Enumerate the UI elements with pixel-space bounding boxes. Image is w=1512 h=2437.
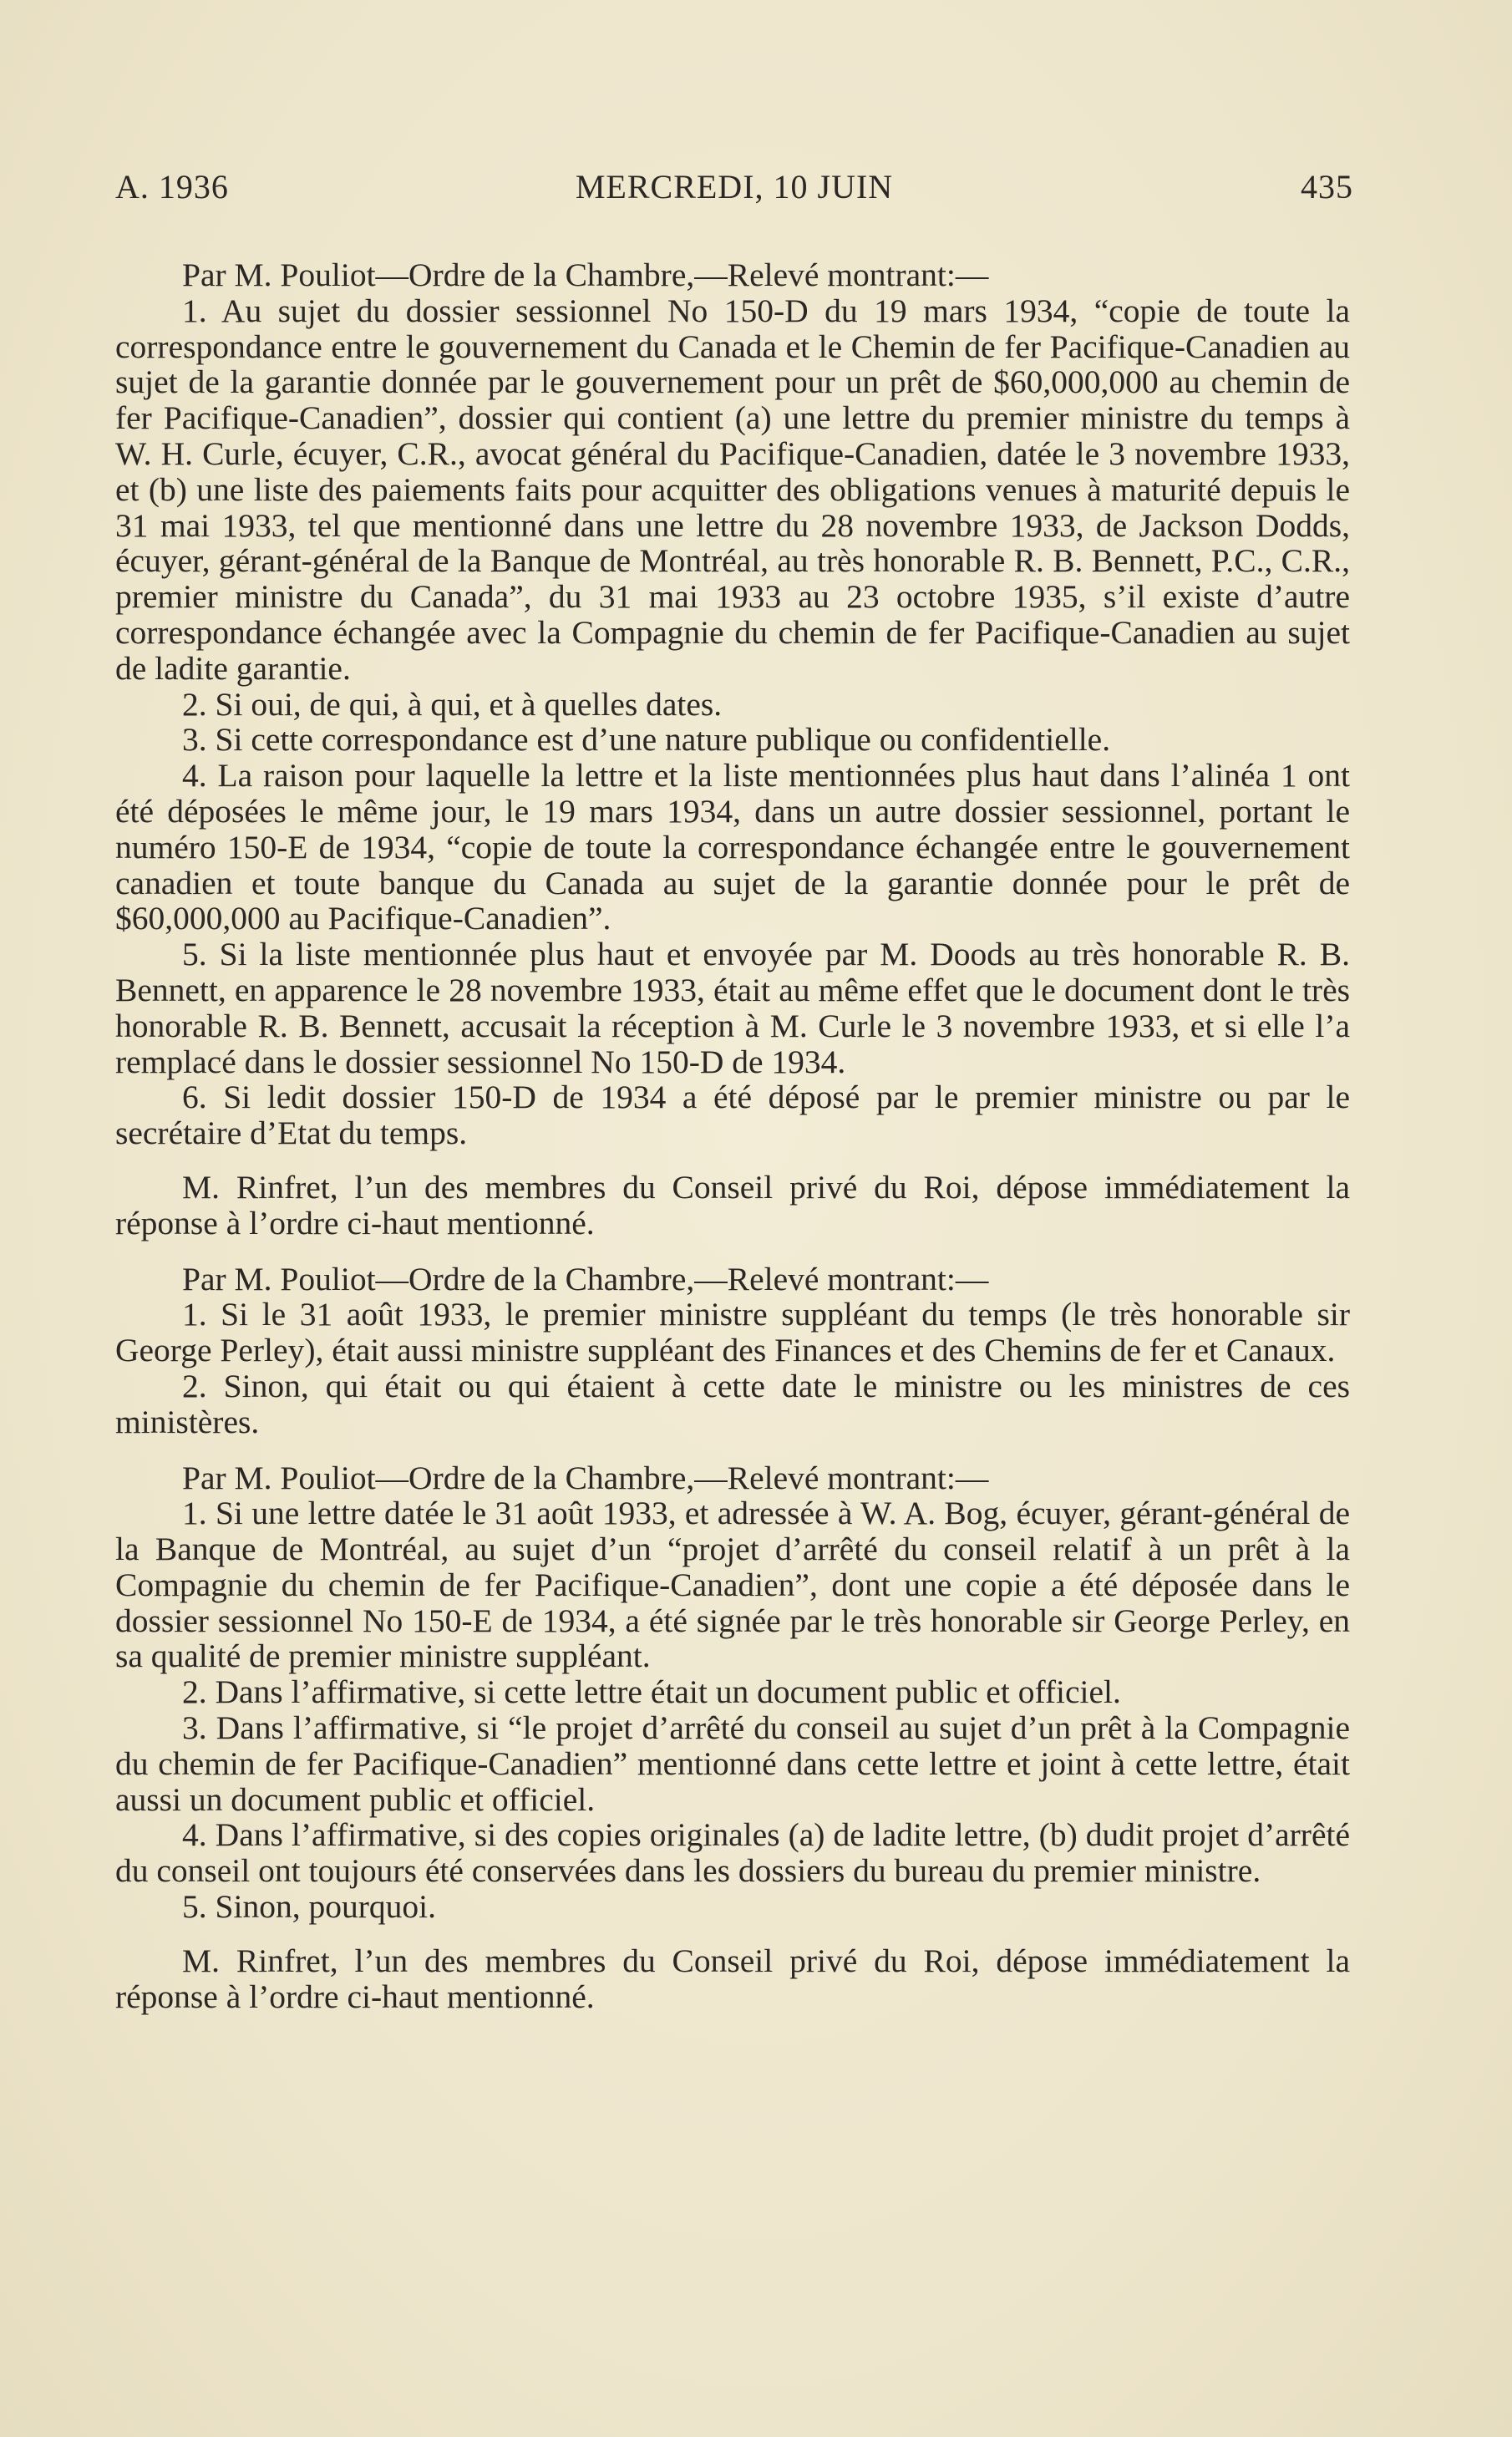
paragraph-response-2: M. Rinfret, l’un des membres du Conseil privé du Roi, dépose immédiatement la réponse à l’ordre ci-haut mentionné. — [115, 1942, 1350, 2015]
header-session-year: A. 1936 — [115, 168, 229, 206]
paragraph-item-1: 1. Si le 31 août 1933, le premier ministre suppléant du temps (le très honorable sir George Perley), était aussi ministre suppléant des Finances et des Chemins de fer et Canaux. — [115, 1296, 1350, 1369]
paragraph-item-5: 5. Si la liste mentionnée plus haut et envoyée par M. Doods au très honorable R. B. Bennett, en apparence le 28 novembre 1933, était au même effet que le document dont le très honorable R. B. Bennett, accusait la réception à M. Curle le 3 novembre 1933, et si elle l’a remplacé dans le dossier sessionnel No 150-D de 1934. — [115, 936, 1350, 1080]
page-header — [115, 167, 1353, 214]
paragraph-item-4: 4. La raison pour laquelle la lettre et la liste mentionnées plus haut dans l’alinéa 1 ont été déposées le même jour, le 19 mars 1934, dans un autre dossier sessionnel, portant le numéro 150-E de 1934, “copie de toute la correspondance échangée entre le gouvernement canadien et toute banque du Canada au sujet de la garantie donnée pour le prêt de $60,000,000 au Pacifique-Canadien”. — [115, 757, 1350, 937]
paragraph-item-1: 1. Au sujet du dossier sessionnel No 150-D du 19 mars 1934, “copie de toute la correspondance entre le gouvernement du Canada et le Chemin de fer Pacifique-Canadien au sujet de la garantie donnée par le gouvernement pour un prêt de $60,000,000 au chemin de fer Pacifique-Canadien”, dossier qui contient (a) une lettre du premier ministre du temps à W. H. Curle, écuyer, C.R., avocat général du Pacifique-Canadien, datée le 3 novembre 1933, et (b) une liste des paiements faits pour acquitter des obligations venues à maturité depuis le 31 mai 1933, tel que mentionné dans une lettre du 28 novembre 1933, de Jackson Dodds, écuyer, gérant-général de la Banque de Montréal, au très honorable R. B. Bennett, P.C., C.R., premier ministre du Canada”, du 31 mai 1933 au 23 octobre 1935, s’il existe d’autre correspondance échangée avec la Compagnie du chemin de fer Pacifique-Canadien au sujet de ladite garantie. — [115, 292, 1350, 687]
paragraph-order-intro-3: Par M. Pouliot—Ordre de la Chambre,—Relevé montrant:— — [182, 1459, 989, 1496]
paragraph-item-3: 3. Si cette correspondance est d’une nature publique ou confidentielle. — [182, 721, 1111, 759]
header-date: MERCREDI, 10 JUIN — [575, 168, 894, 206]
paragraph-order-intro-1: Par M. Pouliot—Ordre de la Chambre,—Relevé montrant:— — [182, 256, 989, 293]
paragraph-response-1: M. Rinfret, l’un des membres du Conseil privé du Roi, dépose immédiatement la réponse à l’ordre ci-haut mentionné. — [115, 1168, 1350, 1241]
paragraph-item-2: 2. Si oui, de qui, à qui, et à quelles dates. — [182, 685, 723, 723]
paragraph-item-1: 1. Si une lettre datée le 31 août 1933, et adressée à W. A. Bog, écuyer, gérant-général de la Banque de Montréal, au sujet d’un “projet d’arrêté du conseil relatif à un prêt à la Compagnie du chemin de fer Pacifique-Canadien”, dont une copie a été déposée dans le dossier sessionnel No 150-E de 1934, a été signée par le très honorable sir George Perley, en sa qualité de premier ministre suppléant. — [115, 1495, 1350, 1675]
paragraph-item-5: 5. Sinon, pourquoi. — [182, 1888, 436, 1926]
paragraph-item-4: 4. Dans l’affirmative, si des copies originales (a) de ladite lettre, (b) dudit projet d’arrêté du conseil ont toujours été conservées dans les dossiers du bureau du premier ministre. — [115, 1816, 1350, 1890]
paragraph-item-2: 2. Dans l’affirmative, si cette lettre était un document public et officiel. — [182, 1673, 1121, 1711]
page-number: 435 — [1301, 168, 1353, 206]
paragraph-item-3: 3. Dans l’affirmative, si “le projet d’arrêté du conseil au sujet d’un prêt à la Compagnie du chemin de fer Pacifique-Canadien” mentionné dans cette lettre et joint à cette lettre, était aussi un document public et officiel. — [115, 1709, 1350, 1818]
paragraph-item-6: 6. Si ledit dossier 150-D de 1934 a été déposé par le premier ministre ou par le secrétaire d’Etat du temps. — [115, 1079, 1350, 1152]
paragraph-order-intro-2: Par M. Pouliot—Ordre de la Chambre,—Relevé montrant:— — [182, 1260, 989, 1297]
paragraph-item-2: 2. Sinon, qui était ou qui étaient à cette date le ministre ou les ministres de ces ministères. — [115, 1367, 1350, 1440]
page-body — [115, 257, 1350, 2014]
